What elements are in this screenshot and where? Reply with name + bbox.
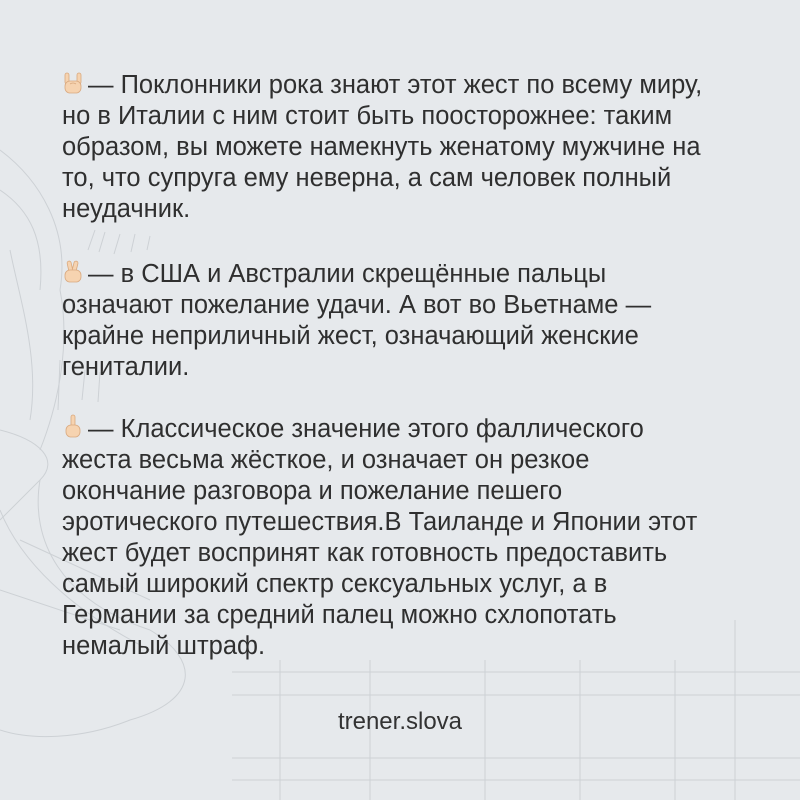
paragraph-line: — Классическое значение этого фаллического	[62, 414, 762, 445]
paragraph-line: немалый штраф.	[62, 632, 266, 660]
paragraph-line: то, что супруга ему неверна, а сам человек полный	[62, 164, 672, 192]
paragraph-line: означают пожелание удачи. А вот во Вьетнаме —	[62, 291, 652, 319]
paragraph-line: эротического путешествия.В Таиланде и Японии этот	[62, 508, 698, 536]
paragraph-line: самый широкий спектр сексуальных услуг, а в	[62, 570, 608, 598]
paragraph-line: — в США и Австралии скрещённые пальцы	[62, 259, 762, 290]
paragraph-line: но в Италии с ним стоит быть поосторожнее: таким	[62, 102, 673, 130]
rock-horns-hand-icon	[62, 70, 84, 96]
paragraph-line: окончание разговора и пожелание пешего	[62, 477, 563, 505]
paragraph-line: образом, вы можете намекнуть женатому мужчине на	[62, 133, 701, 161]
paragraph-line: гениталии.	[62, 353, 190, 381]
crossed-fingers-icon	[62, 259, 84, 285]
paragraph-middle-finger	[62, 414, 762, 662]
paragraph-rock-horns	[62, 70, 762, 225]
paragraph-line: жеста весьма жёсткое, и означает он резкое	[62, 446, 590, 474]
footer-handle: trener.slova	[337, 708, 463, 735]
paragraph-line: неудачник.	[62, 195, 191, 223]
paragraph-line: Германии за средний палец можно схлопотать	[62, 601, 617, 629]
paragraph-line: жест будет воспринят как готовность предоставить	[62, 539, 668, 567]
paragraph-line: крайне неприличный жест, означающий женские	[62, 322, 639, 350]
paragraph-line: — Поклонники рока знают этот жест по всему миру,	[62, 70, 762, 101]
paragraph-crossed-fingers	[62, 259, 762, 383]
middle-finger-icon	[62, 414, 84, 440]
